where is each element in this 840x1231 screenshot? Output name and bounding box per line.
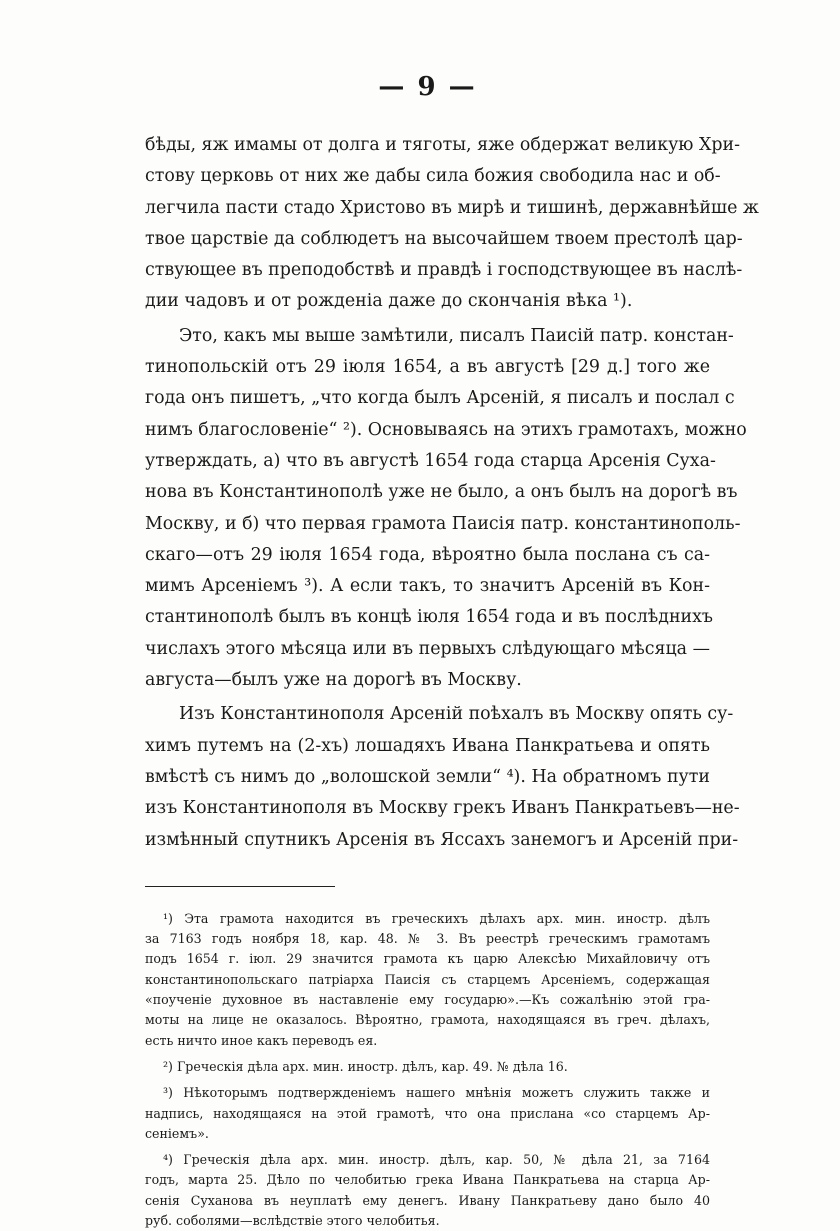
footnote-line: ⁴) Греческiя дѣла арх. мин. иностр. дѣлъ, кар. 50, № дѣла 21, за 7164 [163, 1152, 710, 1168]
page-number: — 9 — [378, 72, 477, 102]
text-line: скаго—отъ 29 iюля 1654 года, вѣроятно была послана съ са- [145, 544, 710, 565]
text-line: года онъ пишетъ, „что когда былъ Арсенiй, я писалъ и послал с [145, 388, 735, 409]
footnote-line: ²) Греческiя дѣла арх. мин. иностр. дѣлъ, кар. 49. № дѣла 16. [163, 1058, 568, 1074]
text-line: бѣды, яж имамы от долга и тяготы, яже обдержат великую Хри- [145, 135, 740, 155]
text-line: изъ Константинополя въ Москву грекъ Иванъ Панкратьевъ—не- [145, 798, 740, 819]
footnote-line: сенiя Суханова въ неуплатѣ ему денегъ. Ивану Панкратьеву дано было 40 [145, 1192, 710, 1208]
book-page [145, 72, 759, 1231]
footnote [145, 1057, 710, 1077]
text-line: стантинополѣ былъ въ концѣ iюля 1654 года и въ послѣднихъ [145, 607, 713, 628]
text-line: легчила пасти стадо Христово въ мирѣ и тишинѣ, державнѣйше ж [145, 197, 759, 218]
text-line: вмѣстѣ съ нимъ до „волошской земли“ ⁴). На обратномъ пути [145, 766, 710, 787]
footnote-line: есть ничто иное какъ переводъ ея. [145, 1032, 378, 1048]
footnote-line: руб. соболями—вслѣдствiе этого челобитья. [145, 1212, 440, 1228]
paragraph [145, 130, 759, 318]
text-line: нова въ Константинополѣ уже не было, а онъ былъ на дорогѣ въ [145, 482, 738, 503]
text-line: ствующее въ преподобствѣ и правдѣ i господствующее въ наслѣ- [145, 260, 743, 281]
text-line: Изъ Константинополя Арсенiй поѣхалъ въ Москву опять су- [179, 704, 734, 725]
text-line: измѣнный спутникъ Арсенiя въ Яссахъ занемогъ и Арсенiй при- [145, 829, 739, 850]
text-line: мимъ Арсенiемъ ³). А если такъ, то значитъ Арсенiй въ Кон- [145, 576, 710, 597]
text-line: стову церковь от них же дабы сила божия свободила нас и об- [145, 166, 721, 187]
footnote-divider [145, 886, 335, 887]
text-line: числахъ этого мѣсяца или въ первыхъ слѣдующаго мѣсяца — [145, 638, 710, 659]
footnote-line: ³) Нѣкоторымъ подтвержденiемъ нашего мнѣнiя можетъ служить также и [163, 1085, 710, 1101]
footnote-line: ¹) Эта грамота находится въ греческихъ дѣлахъ арх. мин. иностр. дѣлъ [163, 910, 710, 926]
footnote-line: подъ 1654 г. iюл. 29 значится грамота къ царю Алексѣю Михайловичу отъ [145, 951, 710, 967]
footnote-line: «поученiе духовное въ наставленiе ему государю».—Къ сожалѣнiю этой гра- [145, 992, 710, 1008]
paragraph [145, 321, 747, 697]
text-line: Москву, и б) что первая грамота Паисiя патр. константинополь- [145, 513, 741, 534]
footnote-line: надпись, находящаяся на этой грамотѣ, что она прислана «со старцемъ Ар- [145, 1105, 710, 1121]
footnote-line: за 7163 годъ ноября 18, кар. 48. № 3. Въ реестрѣ греческимъ грамотамъ [145, 931, 710, 947]
text-line: августа—былъ уже на дорогѣ въ Москву. [145, 670, 522, 691]
text-line: нимъ благословенiе“ ²). Основываясь на этихъ грамотахъ, можно [145, 419, 747, 440]
footnote [145, 909, 710, 1051]
text-line: дии чадовъ и от рожденiа даже до скончанiя вѣка ¹). [145, 291, 633, 312]
footnote-line: годъ, марта 25. Дѣло по челобитью грека Ивана Панкратьева на старца Ар- [145, 1172, 710, 1188]
main-text [145, 130, 759, 856]
footnote-line: сенiемъ». [145, 1125, 209, 1141]
footnote-line: константинопольскаго патрiарха Паисiя съ старцемъ Арсенiемъ, содержащая [145, 971, 710, 987]
text-line: тинопольскiй отъ 29 iюля 1654, а въ августѣ [29 д.] того же [145, 357, 710, 378]
text-line: твое царствiе да соблюдетъ на высочайшем твоем престолѣ цар- [145, 228, 743, 249]
footnote [145, 1083, 710, 1144]
footnotes [145, 909, 710, 1231]
text-line: утверждать, а) что въ августѣ 1654 года старца Арсенiя Суха- [145, 450, 716, 471]
text-line: химъ путемъ на (2-хъ) лошадяхъ Ивана Панкратьева и опять [145, 735, 710, 756]
footnote-line: моты на лице не оказалось. Вѣроятно, грамота, находящаяся въ греч. дѣлахъ, [145, 1012, 710, 1028]
text-line: Это, какъ мы выше замѣтили, писалъ Паисiй патр. констан- [179, 325, 734, 346]
paragraph [145, 699, 740, 855]
